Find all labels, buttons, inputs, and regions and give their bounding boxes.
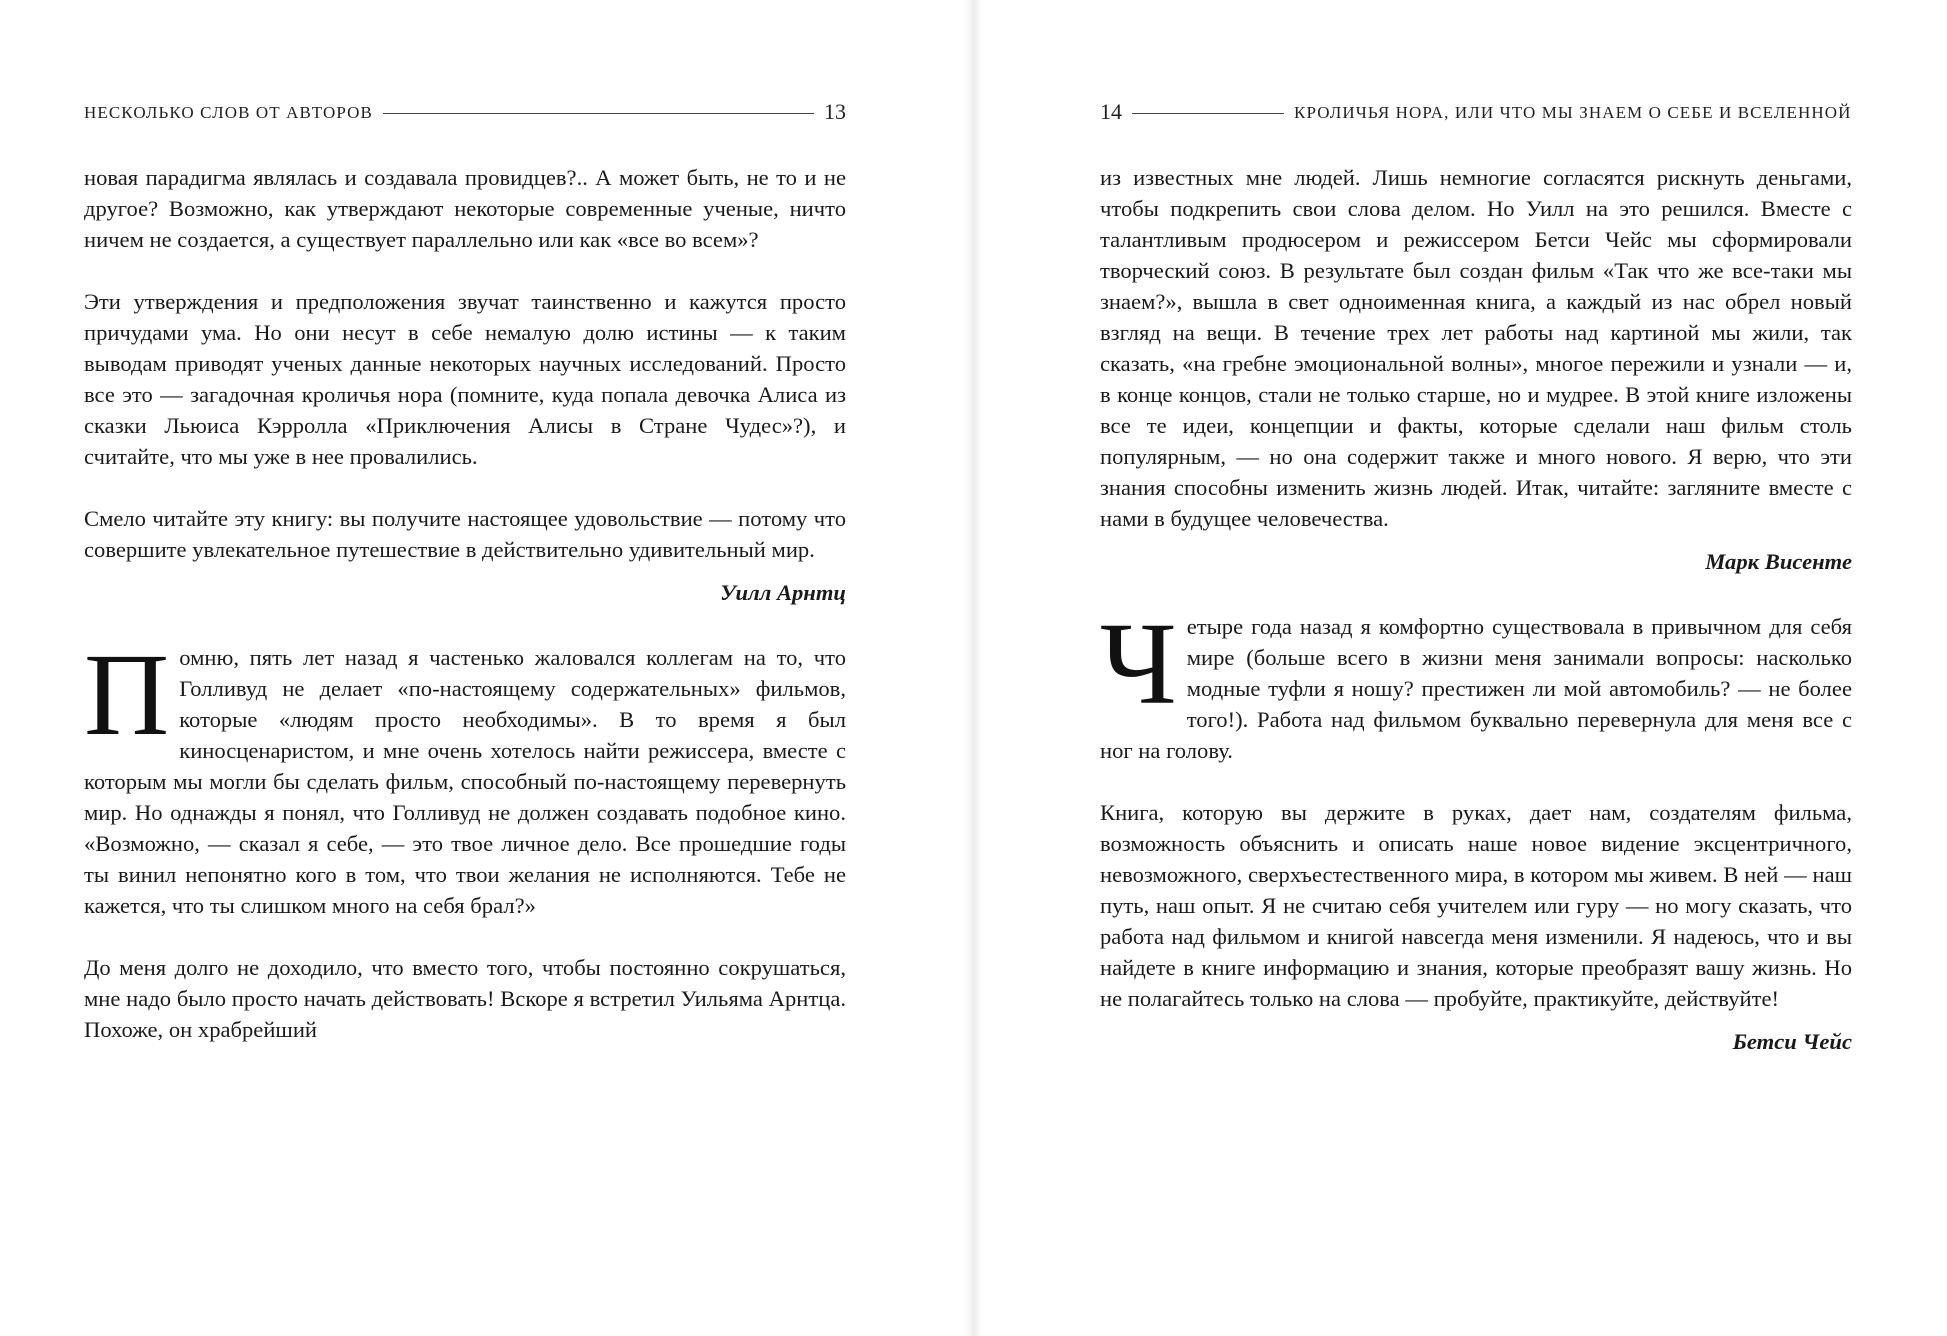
right-page-header (1100, 98, 1852, 126)
left-text-column (84, 162, 846, 1045)
running-head-rule (383, 113, 814, 114)
paragraph: Смело читайте эту книгу: вы получите настоящее удовольствие — потому что совершите увлекательное путешествие в действительно удивительный мир. (84, 506, 846, 562)
paragraph: новая парадигма являлась и создавала провидцев?.. А может быть, не то и не другое? Возможно, как утверждают некоторые современные ученые, ничто ничем не создается, а существует параллельно или как «все во всем»? (84, 165, 846, 252)
running-head-rule (1132, 113, 1284, 114)
right-page (982, 0, 1947, 1336)
paragraph-text: омню, пять лет назад я частенько жаловался коллегам на то, что Голливуд не делает «по-настоящему содержательных» фильмов, которые «людям просто необходимы». В то время я был киносценаристом, и мне очень хотелось найти режиссера, вместе с которым мы могли бы сделать фильм, способный по-настоящему перевернуть мир. Но однажды я понял, что Голливуд не должен создавать подобное кино. «Возможно, — сказал я себе, — это твое личное дело. Все прошедшие годы ты винил непонятно кого в том, что твои желания не исполняются. Тебе не кажется, что ты слишком много на себя брал?» (84, 645, 846, 918)
right-text-column (1100, 162, 1852, 1057)
drop-cap-letter: Ч (1100, 598, 1177, 729)
drop-cap-letter: П (84, 629, 170, 760)
paragraph: Книга, которую вы держите в руках, дает нам, создателям фильма, возможность объяснить и описать наше новое видение эксцентричного, невозможного, сверхъестественного мира, в котором мы живем. В ней — наш путь, наш опыт. Я не считаю себя учителем или гуру — но могу сказать, что работа над фильмом и книгой навсегда меня изменили. Я надеюсь, что и вы найдете в книге информацию и знания, которые преобразят вашу жизнь. Но не полагайтесь только на слова — пробуйте, практикуйте, действуйте! (1100, 800, 1852, 1011)
book-gutter (964, 0, 982, 1336)
running-head-title: КРОЛИЧЬЯ НОРА, ИЛИ ЧТО МЫ ЗНАЕМ О СЕБЕ И ВСЕЛЕННОЙ (1294, 103, 1852, 122)
dropcap-paragraph (1100, 598, 1852, 766)
left-page-header (84, 98, 846, 126)
page-number: 14 (1100, 99, 1122, 124)
paragraph: из известных мне людей. Лишь немногие согласятся рискнуть деньгами, чтобы подкрепить свои слова делом. Но Уилл на это решился. Вместе с талантливым продюсером и режиссером Бетси Чейс мы сформировали творческий союз. В результате был создан фильм «Так что же все-таки мы знаем?», вышла в свет одноименная книга, а каждый из нас обрел новый взгляд на вещи. В течение трех лет работы над картиной мы жили, так сказать, «на гребне эмоциональной волны», многое пережили и узнали — и, в конце концов, стали не только старше, но и мудрее. В этой книге изложены все те идеи, концепции и факты, которые сделали наш фильм столь популярным, — но она содержит также и много нового. Я верю, что эти знания способны изменить жизнь людей. Итак, читайте: загляните вместе с нами в будущее человечества. (1100, 165, 1852, 531)
paragraph-text: етыре года назад я комфортно существовала в привычном для себя мире (больше всего в жизни меня занимали вопросы: насколько модные туфли я ношу? престижен ли мой автомобиль? — не более того!). Работа над фильмом буквально перевернула для меня все с ног на голову. (1100, 614, 1852, 763)
dropcap-paragraph (84, 629, 846, 921)
running-head-title: НЕСКОЛЬКО СЛОВ ОТ АВТОРОВ (84, 103, 373, 122)
author-signature: Марк Висенте (1705, 549, 1852, 574)
paragraph: До меня долго не доходило, что вместо того, чтобы постоянно сокрушаться, мне надо было просто начать действовать! Вскоре я встретил Уильяма Арнтца. Похоже, он храбрейший (84, 955, 846, 1042)
author-signature: Бетси Чейс (1732, 1029, 1852, 1054)
left-page (0, 0, 964, 1336)
page-number: 13 (824, 99, 846, 124)
paragraph: Эти утверждения и предположения звучат таинственно и кажутся просто причудами ума. Но они несут в себе немалую долю истины — к таким выводам приводят ученых данные некоторых научных исследований. Просто все это — загадочная кроличья нора (помните, куда попала девочка Алиса из сказки Льюиса Кэрролла «Приключения Алисы в Стране Чудес»?), и считайте, что мы уже в нее провалились. (84, 289, 846, 469)
author-signature: Уилл Арнтц (720, 580, 846, 605)
